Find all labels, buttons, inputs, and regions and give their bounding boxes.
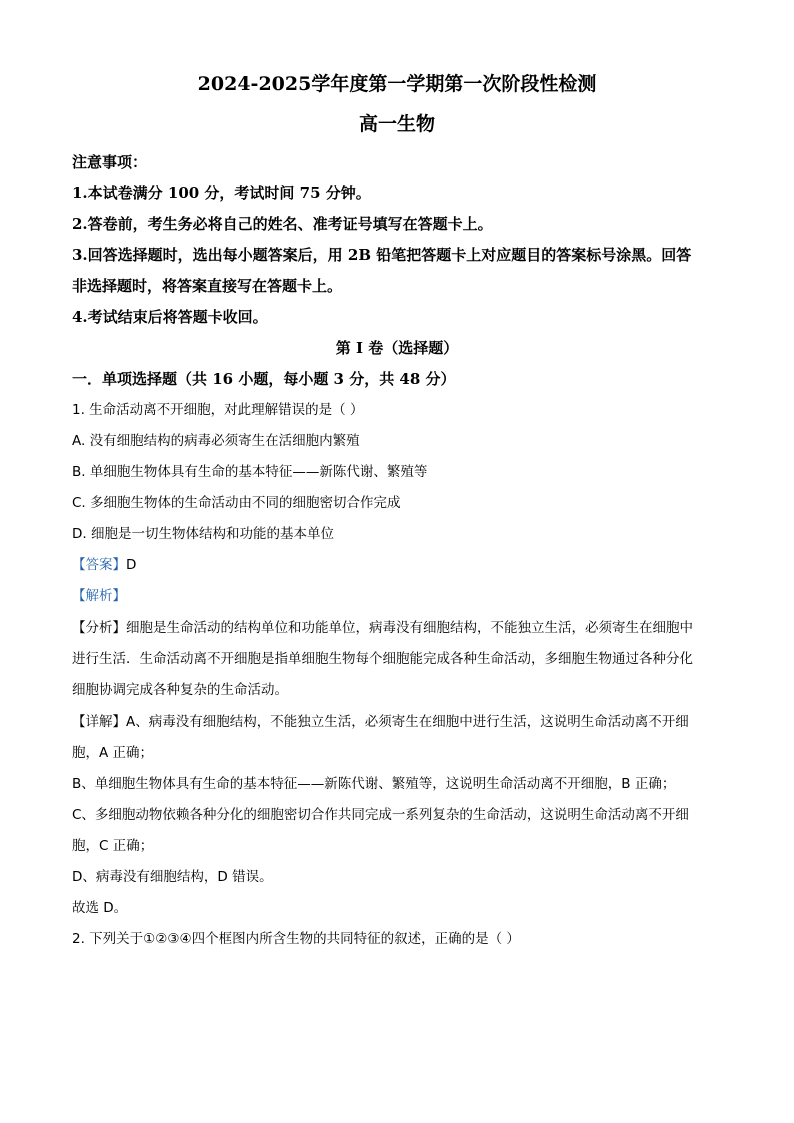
answer-tag: 【答案】 bbox=[72, 557, 126, 573]
xiangjie-text: A、病毒没有细胞结构，不能独立生活，必须寄生在细胞中进行生活，这说明生命活动离不开细 bbox=[126, 714, 689, 730]
xiangjie-text: D、病毒没有细胞结构，D 错误。 bbox=[72, 869, 273, 885]
xiangjie-text: 胞，C 正确； bbox=[72, 838, 154, 854]
notice-item: 2.答卷前，考生务必将自己的姓名、准考证号填写在答题卡上。 bbox=[72, 215, 493, 233]
answer-line bbox=[72, 555, 732, 575]
xiangjie-text: 胞，A 正确； bbox=[72, 745, 154, 761]
part-title: 一．单项选择题（共 16 小题，每小题 3 分，共 48 分） bbox=[72, 370, 456, 388]
notice-item: 1.本试卷满分 100 分，考试时间 75 分钟。 bbox=[72, 184, 371, 202]
exam-subject: 高一生物 bbox=[358, 113, 435, 135]
fenxi-line bbox=[72, 618, 732, 638]
notice-heading: 注意事项： bbox=[72, 153, 148, 171]
question-1-option-a: A. 没有细胞结构的病毒必须寄生在活细胞内繁殖 bbox=[72, 433, 360, 449]
question-1-option-b: B. 单细胞生物体具有生命的基本特征——新陈代谢、繁殖等 bbox=[72, 464, 428, 480]
fenxi-text: 进行生活．生命活动离不开细胞是指单细胞生物每个细胞能完成各种生命活动，多细胞生物通过各种分化 bbox=[72, 651, 693, 667]
fenxi-text: 细胞是生命活动的结构单位和功能单位，病毒没有细胞结构，不能独立生活，必须寄生在细胞中 bbox=[126, 620, 693, 636]
notice-item: 4.考试结束后将答题卡收回。 bbox=[72, 308, 268, 326]
question-1-option-d: D. 细胞是一切生物体结构和功能的基本单位 bbox=[72, 526, 334, 542]
fenxi-text: 细胞协调完成各种复杂的生命活动。 bbox=[72, 682, 288, 698]
analysis-line bbox=[72, 586, 732, 606]
xiangjie-tag: 【详解】 bbox=[72, 714, 126, 730]
fenxi-tag: 【分析】 bbox=[72, 620, 126, 636]
volume-title: 第 I 卷（选择题） bbox=[335, 339, 459, 357]
xiangjie-text: C、多细胞动物依赖各种分化的细胞密切合作共同完成一系列复杂的生命活动，这说明生命活动离不开细 bbox=[72, 807, 689, 823]
notice-item: 3.回答选择题时，选出每小题答案后，用 2B 铅笔把答题卡上对应题目的答案标号涂黑。回答 bbox=[72, 246, 692, 264]
question-2-stem: 2. 下列关于①②③④四个框图内所含生物的共同特征的叙述，正确的是（ ） bbox=[72, 931, 520, 947]
notice-item: 非选择题时，将答案直接写在答题卡上。 bbox=[72, 277, 343, 295]
question-1-option-c: C. 多细胞生物体的生命活动由不同的细胞密切合作完成 bbox=[72, 495, 401, 511]
answer-value: D bbox=[126, 557, 137, 573]
xiangjie-text: 故选 D。 bbox=[72, 900, 128, 916]
xiangjie-line bbox=[72, 712, 732, 732]
xiangjie-text: B、单细胞生物体具有生命的基本特征——新陈代谢、繁殖等，这说明生命活动离不开细胞，B 正确； bbox=[72, 776, 676, 792]
exam-title: 2024-2025学年度第一学期第一次阶段性检测 bbox=[197, 73, 597, 95]
question-1-stem: 1. 生命活动离不开细胞，对此理解错误的是（ ） bbox=[72, 402, 364, 418]
analysis-tag: 【解析】 bbox=[72, 588, 126, 604]
